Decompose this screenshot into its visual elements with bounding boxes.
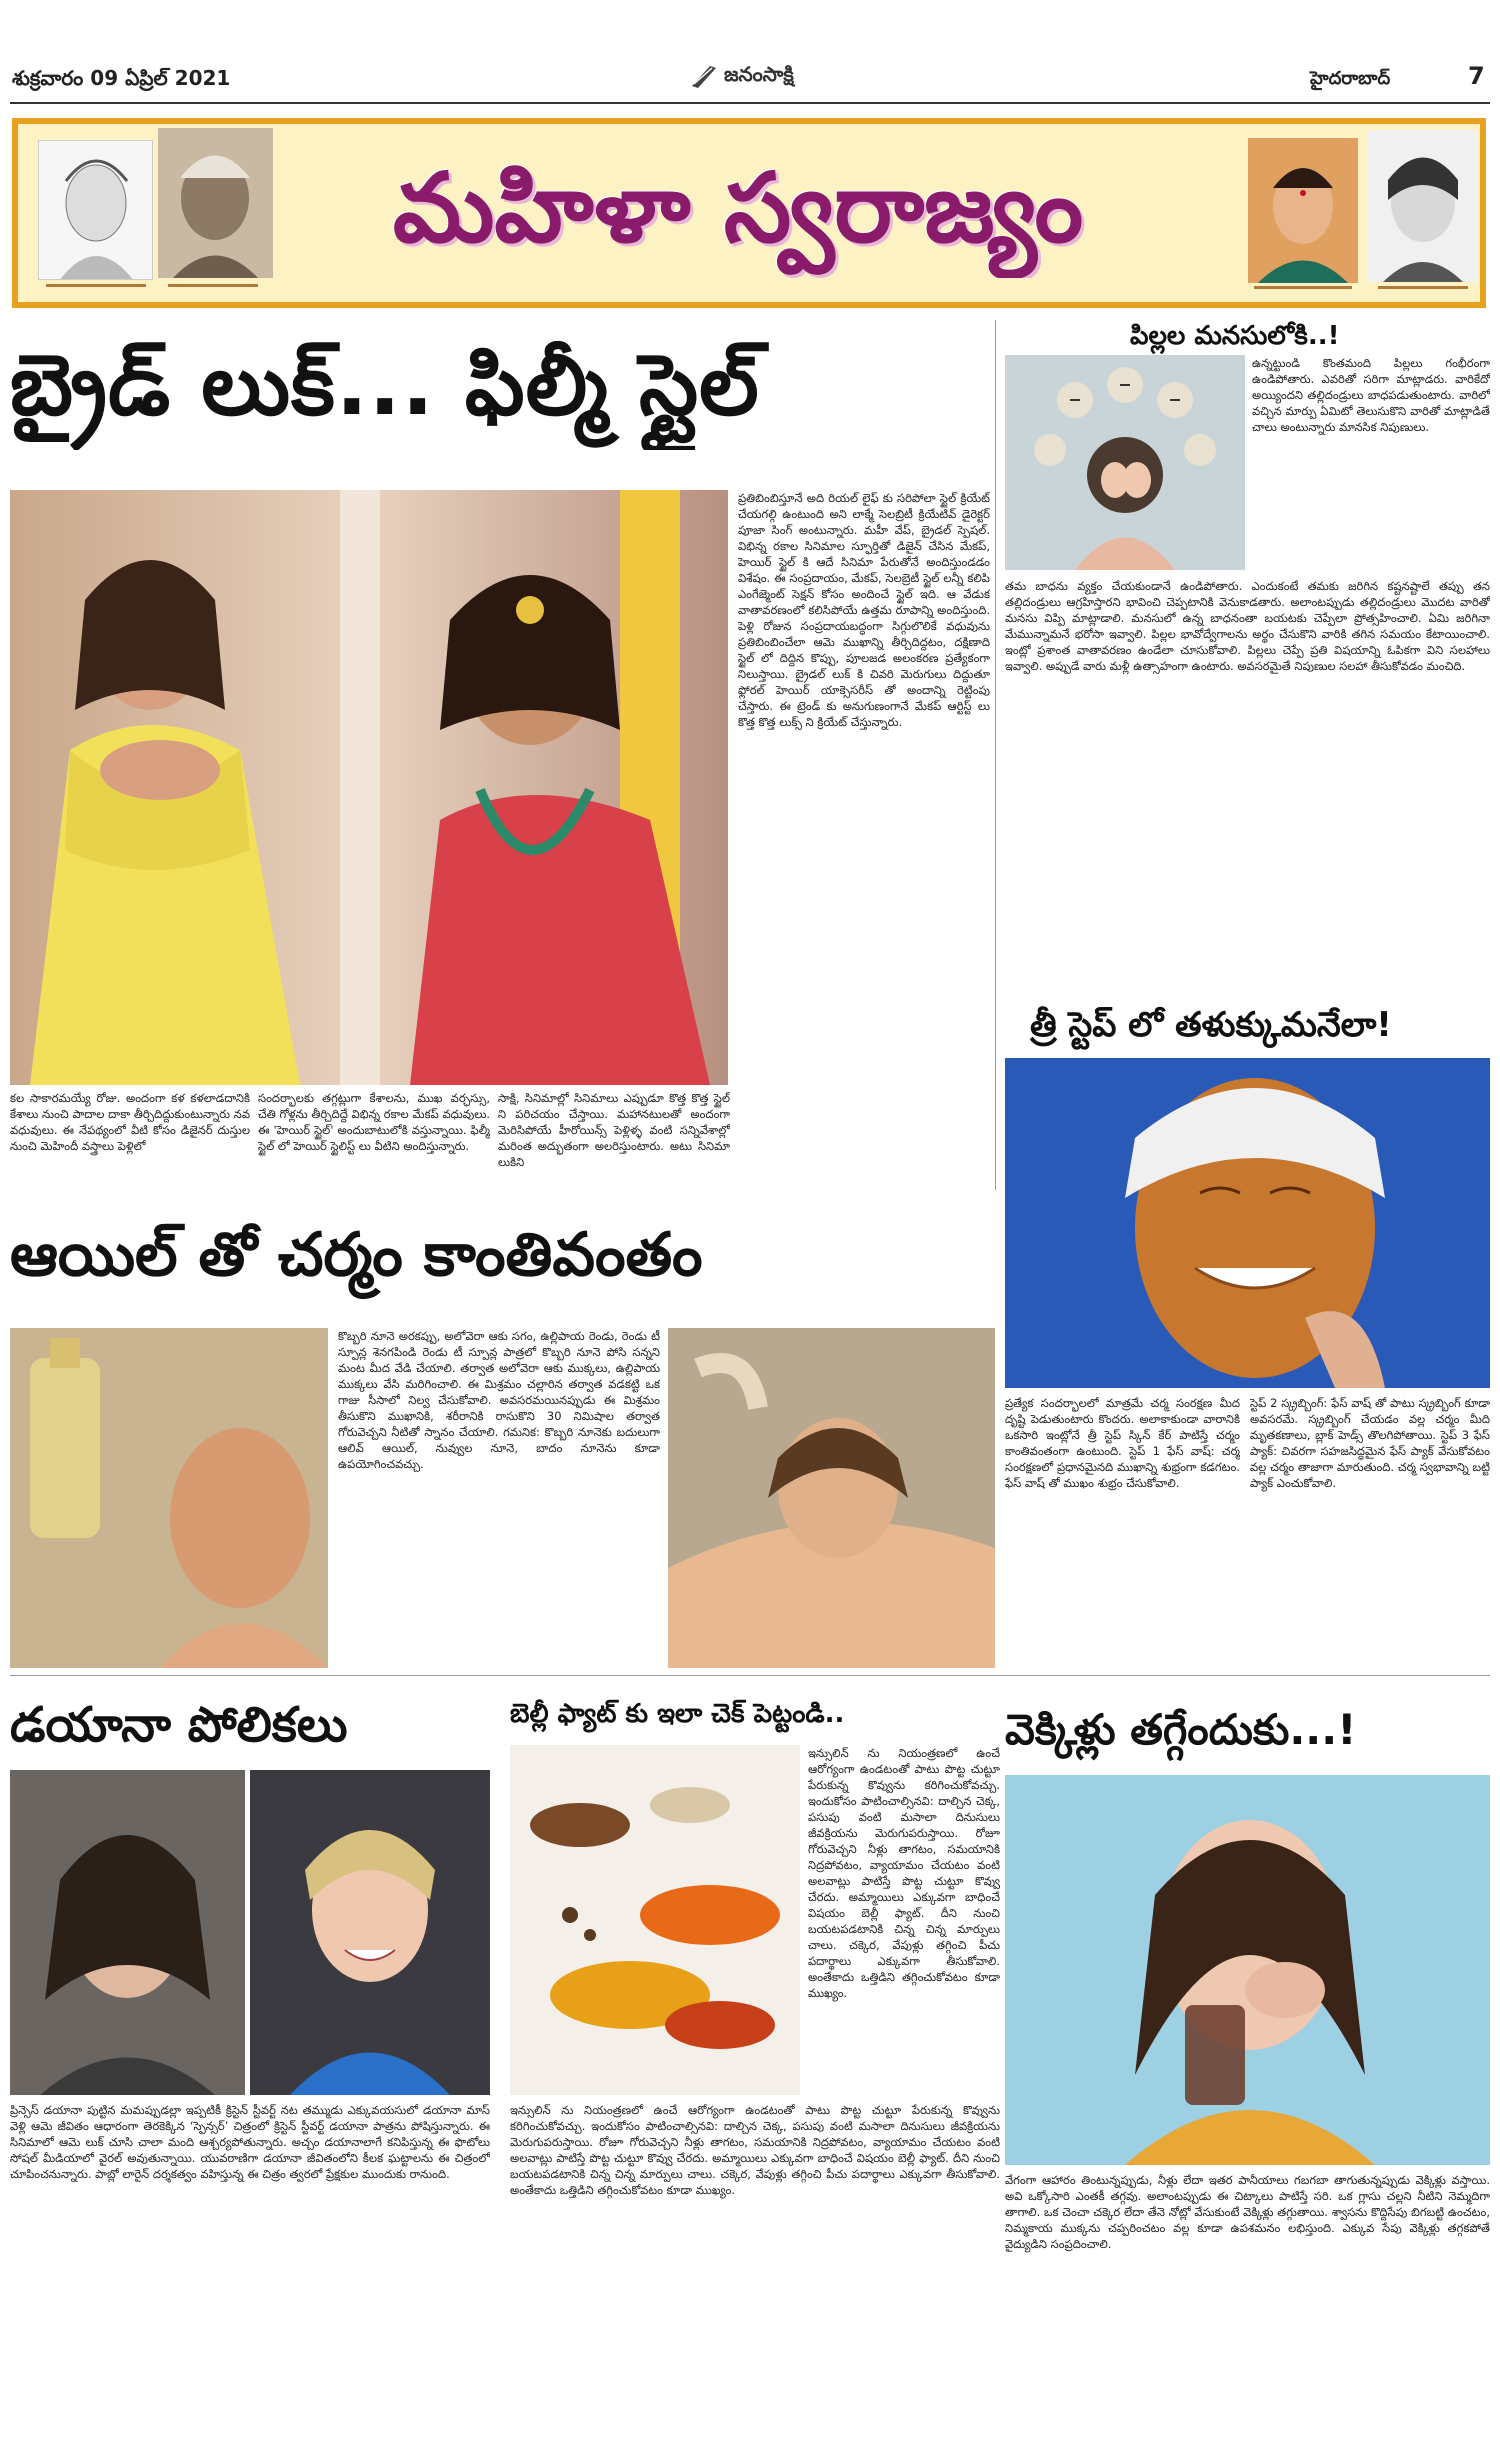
kids-bottom-text: తమ బాధను వ్యక్తం చేయకుండానే ఉండిపోతారు. ఎందుకంటే తమకు జరిగిన కష్టనష్టాలే తప్పు తన తల్లిదండ్రులు ఆగ్రహిస్తారని భావించి చెప్పటానికి వెనుకాడతారు. అలాంటప్పుడు తల్లిదండ్రులు మొదట వారితో మనసు విప్పి మాట్లాడాలి. మనసులో ఉన్న బాధనంతా బయటకు చెప్పేలా ప్రోత్సహించాలి. ఏమి జరిగినా మేమున్నామనే భరోసా ఇవ్వాలి. పిల్లల భావోద్వేగాలను అర్థం చేసుకొని వారికి తగిన సమయం కేటాయించాలి. ఇంట్లో ప్రశాంత వాతావరణం ఉండేలా చూసుకోవాలి. పిల్లలు చెప్పే ప్రతి విషయాన్ని ఓపికగా విని సలహాలు ఇవ్వాలి. అప్పుడే వారు మళ్లీ ఉత్సాహంగా ఉంటారు. అవసరమైతే నిపుణుల సలహా తీసుకోవడం మంచిది. bbox=[1005, 579, 1490, 673]
oil-photo-1 bbox=[10, 1328, 328, 1668]
banner-title: మహిళా స్వరాజ్యం bbox=[392, 152, 1084, 264]
masthead-logo bbox=[690, 60, 870, 92]
section-rule bbox=[10, 1675, 1490, 1676]
kristen-photo bbox=[10, 1770, 245, 2095]
bride-right-col: ప్రతిబింబిస్తూనే అది రియల్ లైఫ్ కు సరిపోలా స్టైల్ క్రియేట్ చేయగల్గి ఉంటుంది అని లాక్మే సెలబ్రిటీ క్రియేటివ్ డైరెక్టర్ పూజా సింగ్ అంటున్నారు. మహీ వేప్, బ్రైడల్ స్పెషల్. విభిన్న రకాల సినిమాల స్ఫూర్తితో డిజైన్ చేసిన మేకప్, హెయిర్ స్టైల్ కి ఆదే సినిమా పేరుతోనే అందిస్తుండడం విశేషం. ఈ సంప్రదాయం, మేకప్, సెలబ్రెటీ స్టైల్ లన్నీ కలిపి ఎంగేజ్మెంట్ సెక్షన్ కోసం అందించే స్టైల్ ఇది. ఆ వేడుక వాతావరణంలో కలిసిపోయే ఉత్తమ రూపాన్ని అందిస్తుంది. పెళ్లి రోజున సంప్రదాయబద్ధంగా సిగ్గులొలికే వధువును ప్రతిబింబించేలా ఆమె ముఖాన్ని తీర్చిదిద్దటం, దక్షిణాది స్టైల్ లో దిద్దిన కొప్పు, పూలజడ అలంకరణ ప్రత్యేకంగా నిలుస్తాయి. బ్రైడల్ లుక్ కి చివరి మెరుగులు దిద్దుతూ ఫ్లోరల్ హెయిర్ యాక్సెసరీస్ తో అందాన్ని రెట్టింపు చేస్తారు. ఈ ట్రెండ్ కు అనుగుణంగానే మేకప్ ఆర్టిస్ట్ లు కొత్త కొత్త లుక్స్ ని క్రియేట్ చేస్తున్నారు. bbox=[738, 491, 990, 729]
belly-headline: బెల్లీ ఫ్యాట్ కు ఇలా చెక్ పెట్టండి.. bbox=[510, 1699, 845, 1729]
diana-headline: డయానా పోలికలు bbox=[10, 1697, 348, 1753]
portrait-4 bbox=[1368, 130, 1478, 282]
bride-col-2: సందర్భాలకు తగ్గట్లుగా కేశాలను, ముఖ వర్ఛస్సు, చేతి గోళ్లను తీర్చిదిద్దే విభిన్న రకాల మేకప్ వధువులు. ఈ 'హెయిర్ స్టైల్' అందుబాటులోకి వస్తున్నాయి. ఫిల్మీ స్టైల్ లో హెయిర్ స్టైలిస్ట్ లు వీటిని అందిస్తున్నారు. bbox=[258, 1091, 490, 1153]
portrait-2 bbox=[158, 128, 273, 278]
masthead bbox=[0, 0, 1500, 110]
bride-col-3: సాక్షి, సినిమాల్లో సినిమాలు ఎప్పుడూ కొత్త కొత్త స్టైల్ ని పరిచయం చేస్తాయి. మహానటులతో అందంగా మెరిసిపోయే హీరోయిన్స్ పెళ్లిళ్ళ వంటి సన్నివేశాల్లో మరింత అద్భుతంగా అలరిస్తుంటారు. అటు సినిమా లుకిని bbox=[498, 1091, 730, 1169]
masthead-date: శుక్రవారం 09 ఏప్రిల్ 2021 bbox=[12, 66, 231, 90]
face-mask-photo bbox=[1005, 1058, 1490, 1388]
bride-photo bbox=[10, 490, 728, 1085]
threestep-col-1: ప్రత్యేక సందర్భాలలో మాత్రమే చర్మ సంరక్షణ మీద దృష్టి పెడుతుంటారు కొందరు. అలాకాకుండా వారానికి ఒకసారి ఇంట్లోనే త్రీ స్టెప్ స్కిన్ కేర్ పాటిస్తే చర్మం కాంతివంతంగా ఉంటుంది. స్టెప్ 1 ఫేస్ వాష్: చర్మ సంరక్షణలో ప్రధానమైనది ముఖాన్ని శుభ్రంగా కడగటం. ఫేస్ వాష్ తో ముఖం శుభ్రం చేసుకోవాలి. bbox=[1005, 1396, 1240, 1490]
kids-photo bbox=[1005, 355, 1245, 570]
hiccups-photo bbox=[1005, 1775, 1490, 2165]
diana-photo bbox=[250, 1770, 490, 2095]
diana-body: ప్రిన్సెస్ డయానా పుట్టిన మమప్పుడల్లా ఇప్పటికీ క్రిస్టెన్ స్టీవర్ట్ నట తమ్ముడు ఎక్కువయసులో డయానా మాస్ వెళ్లి ఆమె జీవితం ఆధారంగా తెరకెక్కిన ‘స్పెన్సర్’ చిత్రంలో క్రిస్టెన్ స్టీవర్ట్ డయానా పాత్రను పోషిస్తున్నారు. ఈ సినిమాలో ఆమె లుక్ చూసి చాలా మంది ఆశ్చర్యపోతున్నారు. అచ్చం డయానాలాగే కనిపిస్తున్న ఈ ఫొటోలు సోషల్ మీడియాలో వైరల్ అవుతున్నాయి. యువరాణిగా డయానా జీవితంలోని కీలక ఘట్టాలను ఈ చిత్రంలో చూపించనున్నారు. పాబ్లో లారైన్ దర్శకత్వం వహిస్తున్న ఈ చిత్రం త్వరలో ప్రేక్షకుల ముందుకు రానుంది. bbox=[10, 2103, 490, 2181]
quill-logo-icon bbox=[690, 62, 718, 90]
masthead-city: హైదరాబాద్ bbox=[1310, 68, 1391, 89]
threestep-col-2: స్టెప్ 2 స్క్రబ్బింగ్: ఫేస్ వాష్ తో పాటు స్క్రబ్బింగ్ కూడా అవసరమే. స్క్రబ్బింగ్ చేయడం వల్ల చర్మం మీది మృతకణాలు, బ్లాక్ హెడ్స్ తొలగిపోతాయి. స్టెప్ 3 ఫేస్ ప్యాక్: చివరగా సహజసిద్ధమైన ఫేస్ ప్యాక్ వేసుకోవటం వల్ల చర్మం తాజాగా మారుతుంది. చర్మ స్వభావాన్ని బట్టి ప్యాక్ ఎంచుకోవాలి. bbox=[1250, 1396, 1490, 1490]
portrait-2-caption bbox=[168, 284, 258, 287]
oil-body: కొబ్బరి నూనె అరకప్పు, అలోవెరా ఆకు సగం, ఉల్లిపాయ రెండు, రెండు టీ స్పూన్ల శెనగపిండి రెండు టీ స్పూన్ల పాత్రలో కొబ్బరి నూనె పోసి సన్నని మంట మీద వేడి చేయాలి. తర్వాత అలోవెరా ఆకు ముక్కలు, ఉల్లిపాయ ముక్కలు వేసి మరిగించాలి. ఈ మిశ్రమం చల్లారిన తర్వాత వడకట్టి ఒక గాజు సీసాలో నిల్వ చేసుకోవాలి. అవసరమయినప్పుడు ఈ మిశ్రమం తీసుకొని ముఖానికి, శరీరానికి రాసుకొని 30 నిమిషాల తర్వాత గోరువెచ్చని నీటితో స్నానం చేయాలి. గమనిక: కొబ్బరి నూనెకు బదులుగా ఆలివ్ ఆయిల్, నువ్వుల నూనె, బాదం నూనెను కూడా ఉపయోగించవచ్చు. bbox=[338, 1329, 660, 1471]
bride-col-1: కల సాకారమయ్యే రోజు. అందంగా కళ కళలాడదానికి కేశాలు నుంచి పాదాల దాకా తీర్చిదిద్దుకుంటున్నారు నవ వధువులు. ఈ నేపథ్యంలో వీటి కోసం డిజైనర్ దుస్తుల నుంచి మెహిందీ వస్త్రాలు పెళ్లిలో bbox=[10, 1091, 250, 1153]
portrait-4-caption bbox=[1378, 286, 1468, 289]
bride-headline: బ్రైడ్ లుక్... ఫిల్మీ స్టైల్ bbox=[10, 336, 760, 434]
belly-body-right: ఇన్సులిన్ ను నియంత్రణలో ఉంచే ఆరోగ్యంగా ఉండటంతో పాటు పొట్ట చుట్టూ పేరుకున్న కొవ్వును కరిగించుకోవచ్చు. ఇందుకోసం పాటించాల్సినవి: దాల్చిన చెక్క, పసుపు వంటి మసాలా దినుసులు జీవక్రియను మెరుగుపరుస్తాయి. రోజూ గోరువెచ్చని నీళ్లు తాగటం, సమయానికి నిద్రపోవటం, వ్యాయామం చేయటం వంటి అలవాట్లు పాటిస్తే పొట్ట చుట్టూ కొవ్వు చేరదు. అమ్మాయిలు ఎక్కువగా బాధించే విషయం బెల్లీ ఫ్యాట్. దీని నుంచి బయటపడటానికి చిన్న చిన్న మార్పులు చాలు. చక్కెర, వేపుళ్లు తగ్గించి పీచు పదార్థాలు ఎక్కువగా తీసుకోవాలి. అంతేకాదు ఒత్తిడిని తగ్గించుకోవటం కూడా ముఖ్యం. bbox=[808, 1746, 1000, 2000]
kids-headline: పిల్లల మనసులోకి..! bbox=[1130, 321, 1340, 351]
portrait-3-caption bbox=[1254, 286, 1352, 289]
hiccups-headline: వెక్కిళ్లు తగ్గేందుకు...! bbox=[1005, 1705, 1357, 1754]
threestep-headline: త్రీ స్టెప్ లో తళుక్కుమనేలా! bbox=[1030, 1005, 1392, 1045]
oil-photo-2 bbox=[668, 1328, 995, 1668]
page-number: 7 bbox=[1468, 62, 1485, 90]
portrait-3 bbox=[1248, 138, 1358, 283]
paper-name: జనంసాక్షి bbox=[724, 62, 794, 86]
oil-headline: ఆయిల్ తో చర్మం కాంతివంతం bbox=[10, 1220, 703, 1290]
masthead-rule bbox=[10, 102, 1490, 104]
portrait-1 bbox=[38, 140, 153, 280]
kids-top-text: ఉన్నట్టుండి కొంతమంది పిల్లలు గంభీరంగా ఉండిపోతారు. ఎవరితో సరిగా మాట్లాడరు. వారికేదో అయ్యిందని తల్లిదండ్రులు బాధపడుతుంటారు. వారిలో వచ్చిన మార్పు ఏమిటో తెలుసుకొని వారితో మాట్లాడితే చాలు అంటున్నారు మానసిక నిపుణులు. bbox=[1252, 356, 1490, 434]
belly-body-lower: ఇన్సులిన్ ను నియంత్రణలో ఉంచే ఆరోగ్యంగా ఉండటంతో పాటు పొట్ట చుట్టూ పేరుకున్న కొవ్వును కరిగించుకోవచ్చు. ఇందుకోసం పాటించాల్సినవి: దాల్చిన చెక్క, పసుపు వంటి మసాలా దినుసులు జీవక్రియను మెరుగుపరుస్తాయి. రోజూ గోరువెచ్చని నీళ్లు తాగటం, సమయానికి నిద్రపోవటం, వ్యాయామం చేయటం వంటి అలవాట్లు పాటిస్తే పొట్ట చుట్టూ కొవ్వు చేరదు. అమ్మాయిలు ఎక్కువగా బాధించే విషయం బెల్లీ ఫ్యాట్. దీని నుంచి బయటపడటానికి చిన్న చిన్న మార్పులు చాలు. చక్కెర, వేపుళ్లు తగ్గించి పీచు పదార్థాలు ఎక్కువగా తీసుకోవాలి. అంతేకాదు ఒత్తిడిని తగ్గించుకోవటం కూడా ముఖ్యం. bbox=[510, 2103, 1000, 2197]
spices-photo bbox=[510, 1745, 800, 2095]
section-banner bbox=[12, 118, 1486, 308]
hiccups-body: వేగంగా ఆహారం తింటున్నప్పుడు, నీళ్లు లేదా ఇతర పానీయాలు గబగబా తాగుతున్నప్పుడు వెక్కిళ్లు వస్తాయి. అవి ఒక్కోసారి ఎంతకీ తగ్గవు. అలాంటప్పుడు ఈ చిట్కాలు పాటిస్తే సరి. ఒక గ్లాసు చల్లని నీటిని నెమ్మదిగా తాగాలి. ఒక చెంచా చక్కెర లేదా తేనె నోట్లో వేసుకుంటే వెక్కిళ్లు తగ్గుతాయి. శ్వాసను కొద్దిసేపు బిగబట్టి ఉంచటం, నిమ్మకాయ ముక్కను చప్పరించటం వల్ల కూడా ఉపశమనం లభిస్తుంది. ఎక్కువ సేపు వెక్కిళ్లు తగ్గకపోతే వైద్యుడిని సంప్రదించాలి. bbox=[1005, 2173, 1490, 2251]
portrait-1-caption bbox=[46, 284, 146, 287]
col-divider bbox=[995, 320, 996, 1190]
